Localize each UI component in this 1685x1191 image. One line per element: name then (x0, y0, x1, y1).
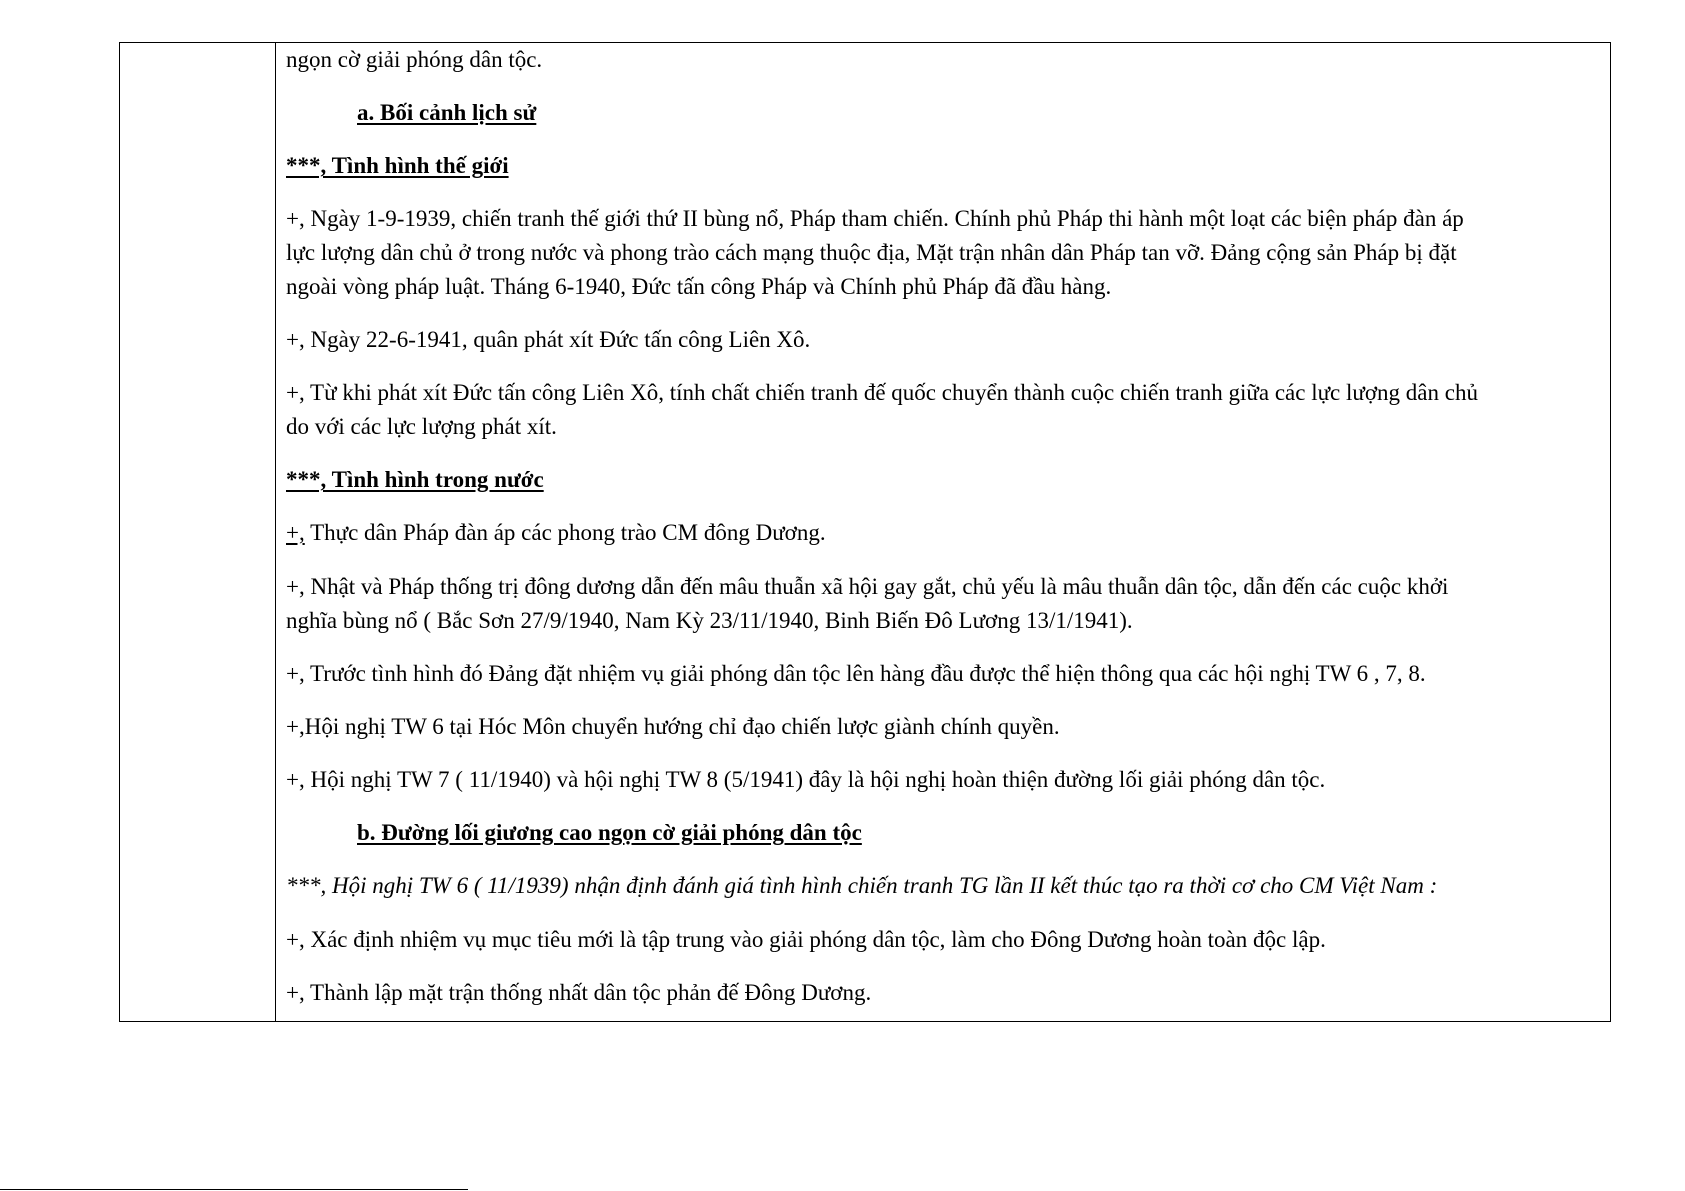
domestic-first-item (286, 516, 826, 550)
text-line: +, Ngày 22-6-1941, quân phát xít Đức tấn công Liên Xô. (286, 327, 811, 352)
text-line: Thực dân Pháp đàn áp các phong trào CM đông Dương. (310, 520, 826, 545)
text-line: ngọn cờ giải phóng dân tộc. (286, 47, 543, 72)
footnote-separator (0, 1189, 468, 1190)
text-line-italic: ***, Hội nghị TW 6 ( 11/1939) nhận định đánh giá tình hình chiến tranh TG lần II kết thúc tạo ra thời cơ cho CM Việt Nam : (286, 873, 1438, 898)
content-table (119, 42, 1611, 1022)
section-a-heading: a. Bối cảnh lịch sử (357, 100, 537, 125)
text-line: +, Nhật và Pháp thống trị đông dương dẫn đến mâu thuẫn xã hội gay gắt, chủ yếu là mâu thuẫn dân tộc, dẫn đến các cuộc khởi (286, 574, 1449, 599)
text-line: lực lượng dân chủ ở trong nước và phong trào cách mạng thuộc địa, Mặt trận nhân dân Pháp tan vỡ. Đảng cộng sản Pháp bị đặt (286, 240, 1457, 265)
subheading-domestic: ***, Tình hình trong nước (286, 467, 544, 492)
section-b-heading: b. Đường lối giương cao ngọn cờ giải phóng dân tộc (357, 820, 862, 845)
text-line: +, Trước tình hình đó Đảng đặt nhiệm vụ giải phóng dân tộc lên hàng đầu được thể hiện thông qua các hội nghị TW 6 , 7, 8. (286, 661, 1426, 686)
text-line: +, Từ khi phát xít Đức tấn công Liên Xô, tính chất chiến tranh đế quốc chuyển thành cuộc chiến tranh giữa các lực lượng dân chủ (286, 380, 1478, 405)
text-line: nghĩa bùng nổ ( Bắc Sơn 27/9/1940, Nam Kỳ 23/11/1940, Binh Biến Đô Lương 13/1/1941). (286, 608, 1133, 633)
text-line: +, Thành lập mặt trận thống nhất dân tộc phản đế Đông Dương. (286, 980, 872, 1005)
subheading-world: ***, Tình hình thế giới (286, 153, 509, 178)
text-line: +,Hội nghị TW 6 tại Hóc Môn chuyển hướng chỉ đạo chiến lược giành chính quyền. (286, 714, 1060, 739)
table-left-column (120, 43, 276, 1021)
text-line: do với các lực lượng phát xít. (286, 414, 557, 439)
text-line: +, Xác định nhiệm vụ mục tiêu mới là tập trung vào giải phóng dân tộc, làm cho Đông Dương hoàn toàn độc lập. (286, 927, 1326, 952)
text-line: +, Hội nghị TW 7 ( 11/1940) và hội nghị TW 8 (5/1941) đây là hội nghị hoàn thiện đường lối giải phóng dân tộc. (286, 767, 1326, 792)
text-line: ngoài vòng pháp luật. Tháng 6-1940, Đức tấn công Pháp và Chính phủ Pháp đã đầu hàng. (286, 274, 1112, 299)
underlined-prefix: +, (286, 520, 305, 545)
text-line: +, Ngày 1-9-1939, chiến tranh thế giới thứ II bùng nổ, Pháp tham chiến. Chính phủ Pháp thi hành một loạt các biện pháp đàn áp (286, 206, 1464, 231)
